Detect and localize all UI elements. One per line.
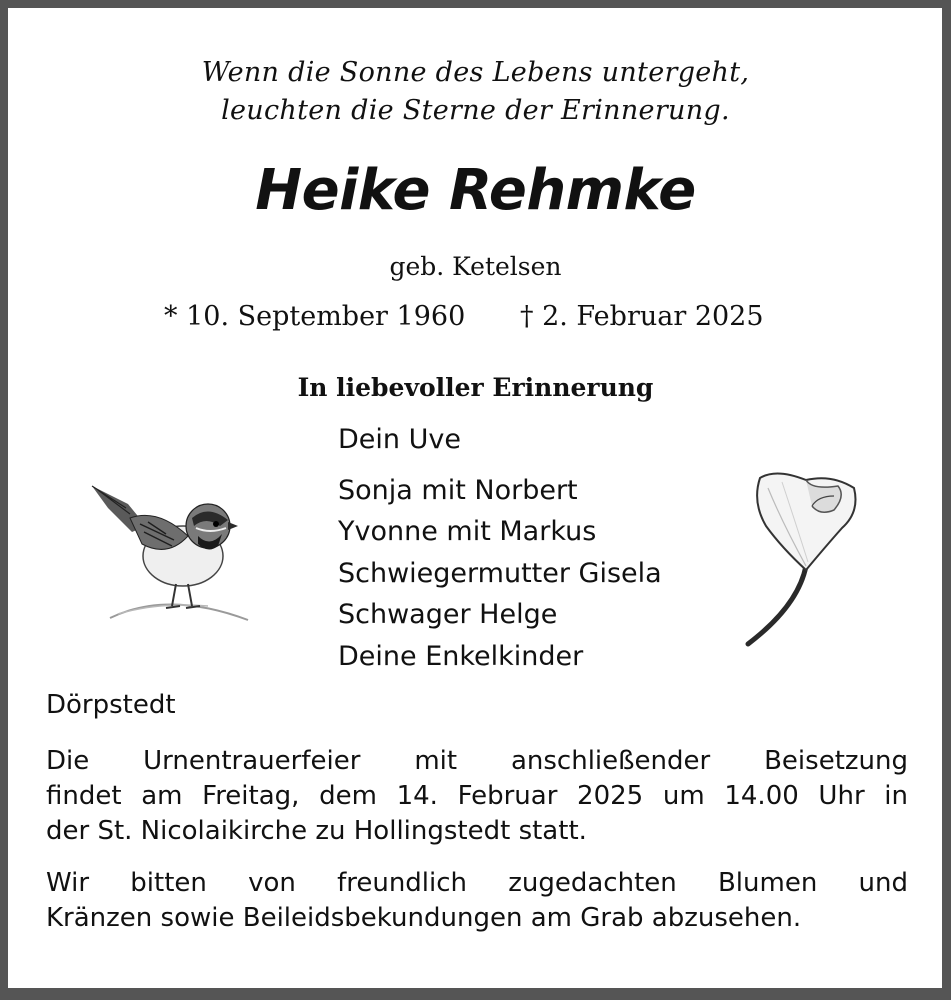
remembrance-heading: In liebevoller Erinnerung xyxy=(297,373,654,402)
mourner-4: Schwiegermutter Gisela xyxy=(338,558,662,589)
place-of-residence: Dörpstedt xyxy=(46,690,176,720)
request-line-1: Wir bitten von freundlich zugedachten Blumen und xyxy=(46,868,908,898)
deceased-name: Heike Rehmke xyxy=(255,158,696,223)
mourner-5: Schwager Helge xyxy=(338,599,558,630)
death-date: † 2. Februar 2025 xyxy=(520,301,764,332)
ceremony-line-3: der St. Nicolaikirche zu Hollingstedt statt. xyxy=(46,816,587,846)
mourner-2: Sonja mit Norbert xyxy=(338,475,578,506)
mourner-6: Deine Enkelkinder xyxy=(338,641,584,672)
mourner-3: Yvonne mit Markus xyxy=(338,516,597,547)
maiden-name: geb. Ketelsen xyxy=(389,252,562,281)
ceremony-line-1: Die Urnentrauerfeier mit anschließender Beisetzung xyxy=(46,746,908,776)
sparrow-illustration xyxy=(88,478,253,626)
birth-date: * 10. September 1960 xyxy=(164,301,466,332)
request-paragraph xyxy=(46,866,908,936)
ceremony-paragraph xyxy=(46,744,908,849)
motto-line-2: leuchten die Sterne der Erinnerung. xyxy=(221,95,730,126)
ceremony-line-2: findet am Freitag, dem 14. Februar 2025 um 14.00 Uhr in xyxy=(46,781,908,811)
mourner-1: Dein Uve xyxy=(338,424,461,455)
motto-line-1: Wenn die Sonne des Lebens untergeht, xyxy=(201,57,750,88)
request-line-2: Kränzen sowie Beileidsbekundungen am Grab abzusehen. xyxy=(46,903,802,933)
calla-lily-illustration xyxy=(742,466,862,648)
